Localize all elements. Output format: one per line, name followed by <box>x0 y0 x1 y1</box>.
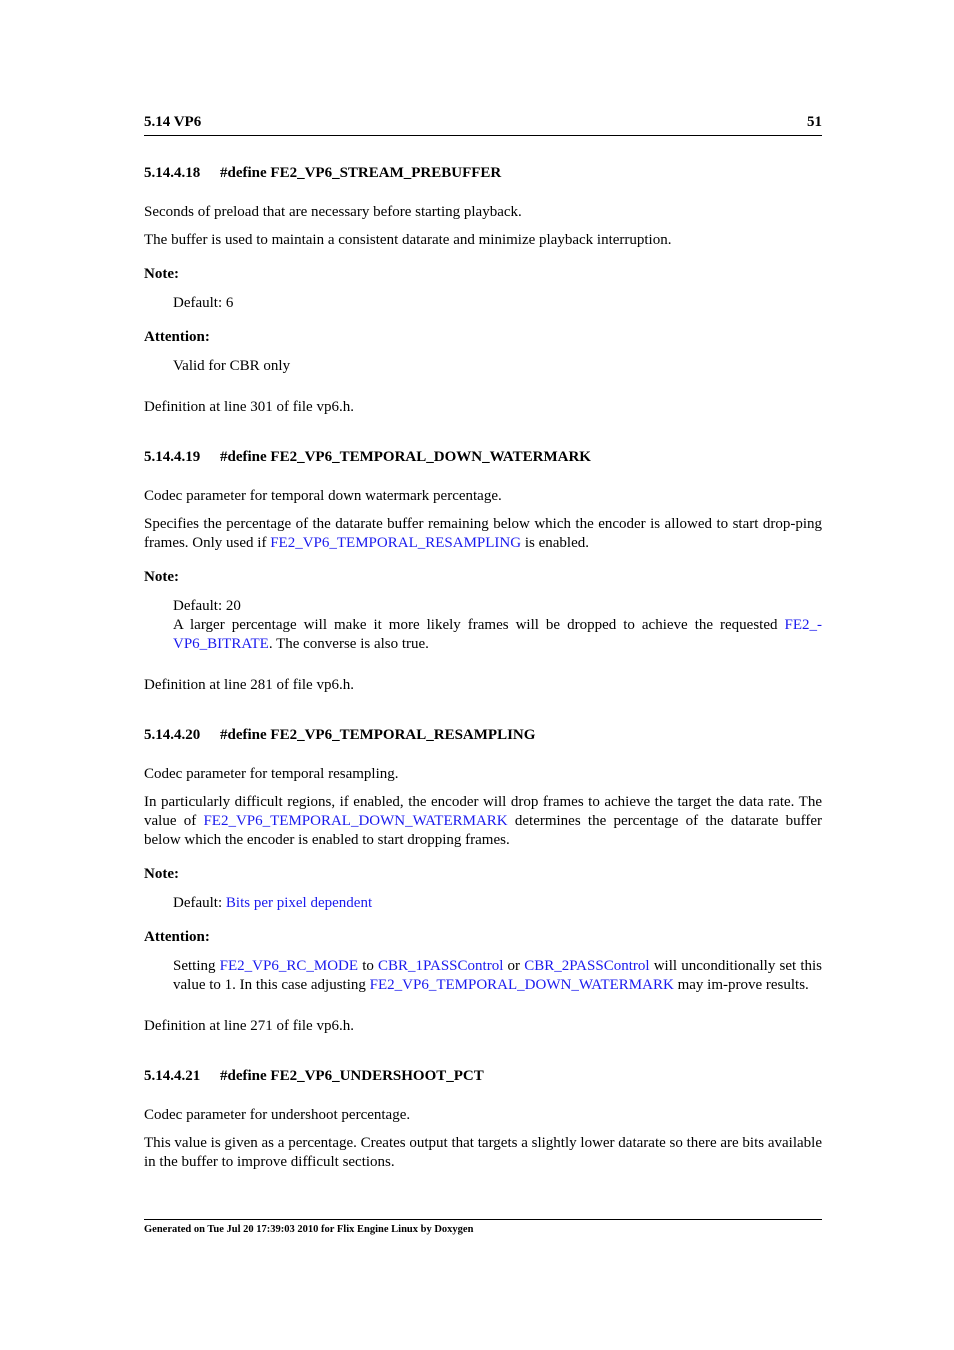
page-footer: Generated on Tue Jul 20 17:39:03 2010 for Flix Engine Linux by Doxygen <box>144 1219 822 1235</box>
section-heading-stream-prebuffer: 5.14.4.18 #define FE2_VP6_STREAM_PREBUFFER <box>144 165 502 181</box>
detailed-description: The buffer is used to maintain a consistent datarate and minimize playback interruption. <box>144 232 672 248</box>
section-heading-temporal-down-watermark: 5.14.4.19 #define FE2_VP6_TEMPORAL_DOWN_WATERMARK <box>144 449 591 465</box>
header-section-title: 5.14 VP6 <box>144 114 202 130</box>
brief-description: Codec parameter for temporal resampling. <box>144 766 399 782</box>
brief-description: Codec parameter for undershoot percentage. <box>144 1107 411 1123</box>
link-rc-mode[interactable]: FE2_VP6_RC_MODE <box>219 958 359 974</box>
page-header <box>144 114 822 136</box>
link-cbr-2pass[interactable]: CBR_2PASSControl <box>524 958 650 974</box>
link-vp6-bitrate[interactable]: FE2_-VP6_BITRATE <box>173 617 822 652</box>
attention-label: Attention: <box>144 329 210 345</box>
attention-text: Valid for CBR only <box>173 358 291 374</box>
link-cbr-1pass[interactable]: CBR_1PASSControl <box>378 958 504 974</box>
attention-text: Setting FE2_VP6_RC_MODE to CBR_1PASSControl or CBR_2PASSControl will unconditionally set this value to 1. In this case adjusting FE2_VP6_TEMPORAL_DOWN_WATERMARK may im-prove results. <box>173 958 823 993</box>
link-temporal-down-watermark[interactable]: FE2_VP6_TEMPORAL_DOWN_WATERMARK <box>203 813 508 829</box>
brief-description: Seconds of preload that are necessary before starting playback. <box>144 204 522 220</box>
note-text: Default: Bits per pixel dependent <box>173 895 373 911</box>
link-temporal-resampling[interactable]: FE2_VP6_TEMPORAL_RESAMPLING <box>270 535 522 551</box>
detailed-description: In particularly difficult regions, if enabled, the encoder will drop frames to achieve the target the data rate. The value of FE2_VP6_TEMPORAL_DOWN_WATERMARK determines the percentage of the datarate buffer below which the encoder is enabled to start dropping frames. <box>144 794 822 848</box>
note-text: A larger percentage will make it more likely frames will be dropped to achieve the requested FE2_-VP6_BITRATE. The converse is also true. <box>173 617 822 652</box>
definition-reference: Definition at line 271 of file vp6.h. <box>144 1018 354 1034</box>
link-bits-per-pixel[interactable]: Bits per pixel dependent <box>225 895 373 911</box>
section-heading-temporal-resampling: 5.14.4.20 #define FE2_VP6_TEMPORAL_RESAMPLING <box>144 727 536 743</box>
note-text: Default: 20 <box>173 598 241 614</box>
definition-reference: Definition at line 281 of file vp6.h. <box>144 677 354 693</box>
detailed-description: This value is given as a percentage. Creates output that targets a slightly lower datarate so there are bits available in the buffer to improve difficult sections. <box>144 1135 822 1170</box>
note-text: Default: 6 <box>173 295 234 311</box>
detailed-description: Specifies the percentage of the datarate buffer remaining below which the encoder is allowed to start drop-ping frames. Only used if FE2_VP6_TEMPORAL_RESAMPLING is enabled. <box>144 516 822 551</box>
section-heading-undershoot-pct: 5.14.4.21 #define FE2_VP6_UNDERSHOOT_PCT <box>144 1068 484 1084</box>
brief-description: Codec parameter for temporal down watermark percentage. <box>144 488 502 504</box>
note-label: Note: <box>144 569 179 585</box>
page-content <box>144 164 822 1181</box>
definition-reference: Definition at line 301 of file vp6.h. <box>144 399 354 415</box>
note-label: Note: <box>144 866 179 882</box>
link-temporal-down-watermark[interactable]: FE2_VP6_TEMPORAL_DOWN_WATERMARK <box>369 977 674 993</box>
note-label: Note: <box>144 266 179 282</box>
attention-label: Attention: <box>144 929 210 945</box>
header-page-number: 51 <box>807 114 822 130</box>
